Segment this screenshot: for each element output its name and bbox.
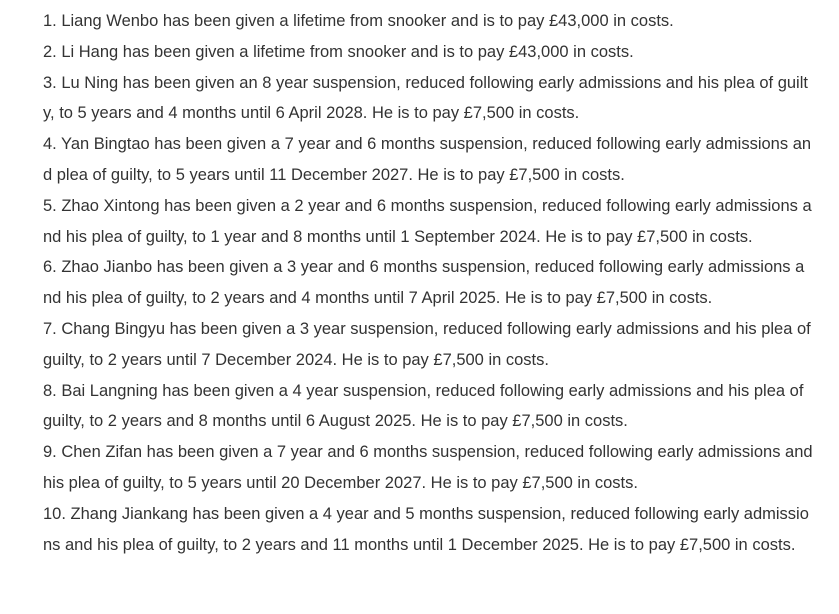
- sanction-item-5: 5. Zhao Xintong has been given a 2 year and 6 months suspension, reduced following early admissions and his plea of guilty, to 1 year and 8 months until 1 September 2024. He is to pay £7,500 in costs.: [43, 196, 812, 246]
- sanction-item-8: 8. Bai Langning has been given a 4 year suspension, reduced following early admissions and his plea of guilty, to 2 years and 8 months until 6 August 2025. He is to pay £7,500 in costs.: [43, 381, 804, 431]
- sanction-item-2: 2. Li Hang has been given a lifetime from snooker and is to pay £43,000 in costs.: [43, 42, 634, 61]
- sanction-item-9: 9. Chen Zifan has been given a 7 year and 6 months suspension, reduced following early admissions and his plea of guilty, to 5 years until 20 December 2027. He is to pay £7,500 in costs.: [43, 443, 813, 492]
- sanction-item-1: 1. Liang Wenbo has been given a lifetime from snooker and is to pay £43,000 in costs.: [43, 12, 674, 30]
- sanction-item-4: 4. Yan Bingtao has been given a 7 year and 6 months suspension, reduced following early admissions and plea of guilty, to 5 years until 11 December 2027. He is to pay £7,500 in costs.: [43, 135, 812, 184]
- sanction-item-3: 3. Lu Ning has been given an 8 year suspension, reduced following early admissions and his plea of guilty, to 5 years and 4 months until 6 April 2028. He is to pay £7,500 in costs.: [43, 73, 808, 123]
- sanction-item-6: 6. Zhao Jianbo has been given a 3 year and 6 months suspension, reduced following early admissions and his plea of guilty, to 2 years and 4 months until 7 April 2025. He is to pay £7,500 in costs.: [43, 258, 805, 308]
- sanction-item-10: 10. Zhang Jiankang has been given a 4 year and 5 months suspension, reduced following early admissions and his plea of guilty, to 2 years and 11 months until 1 December 2025. He is to pay £7,500 in costs.: [43, 504, 809, 554]
- sanction-item-7: 7. Chang Bingyu has been given a 3 year suspension, reduced following early admissions and his plea of guilty, to 2 years until 7 December 2024. He is to pay £7,500 in costs.: [43, 319, 811, 369]
- sanctions-list: [43, 6, 813, 560]
